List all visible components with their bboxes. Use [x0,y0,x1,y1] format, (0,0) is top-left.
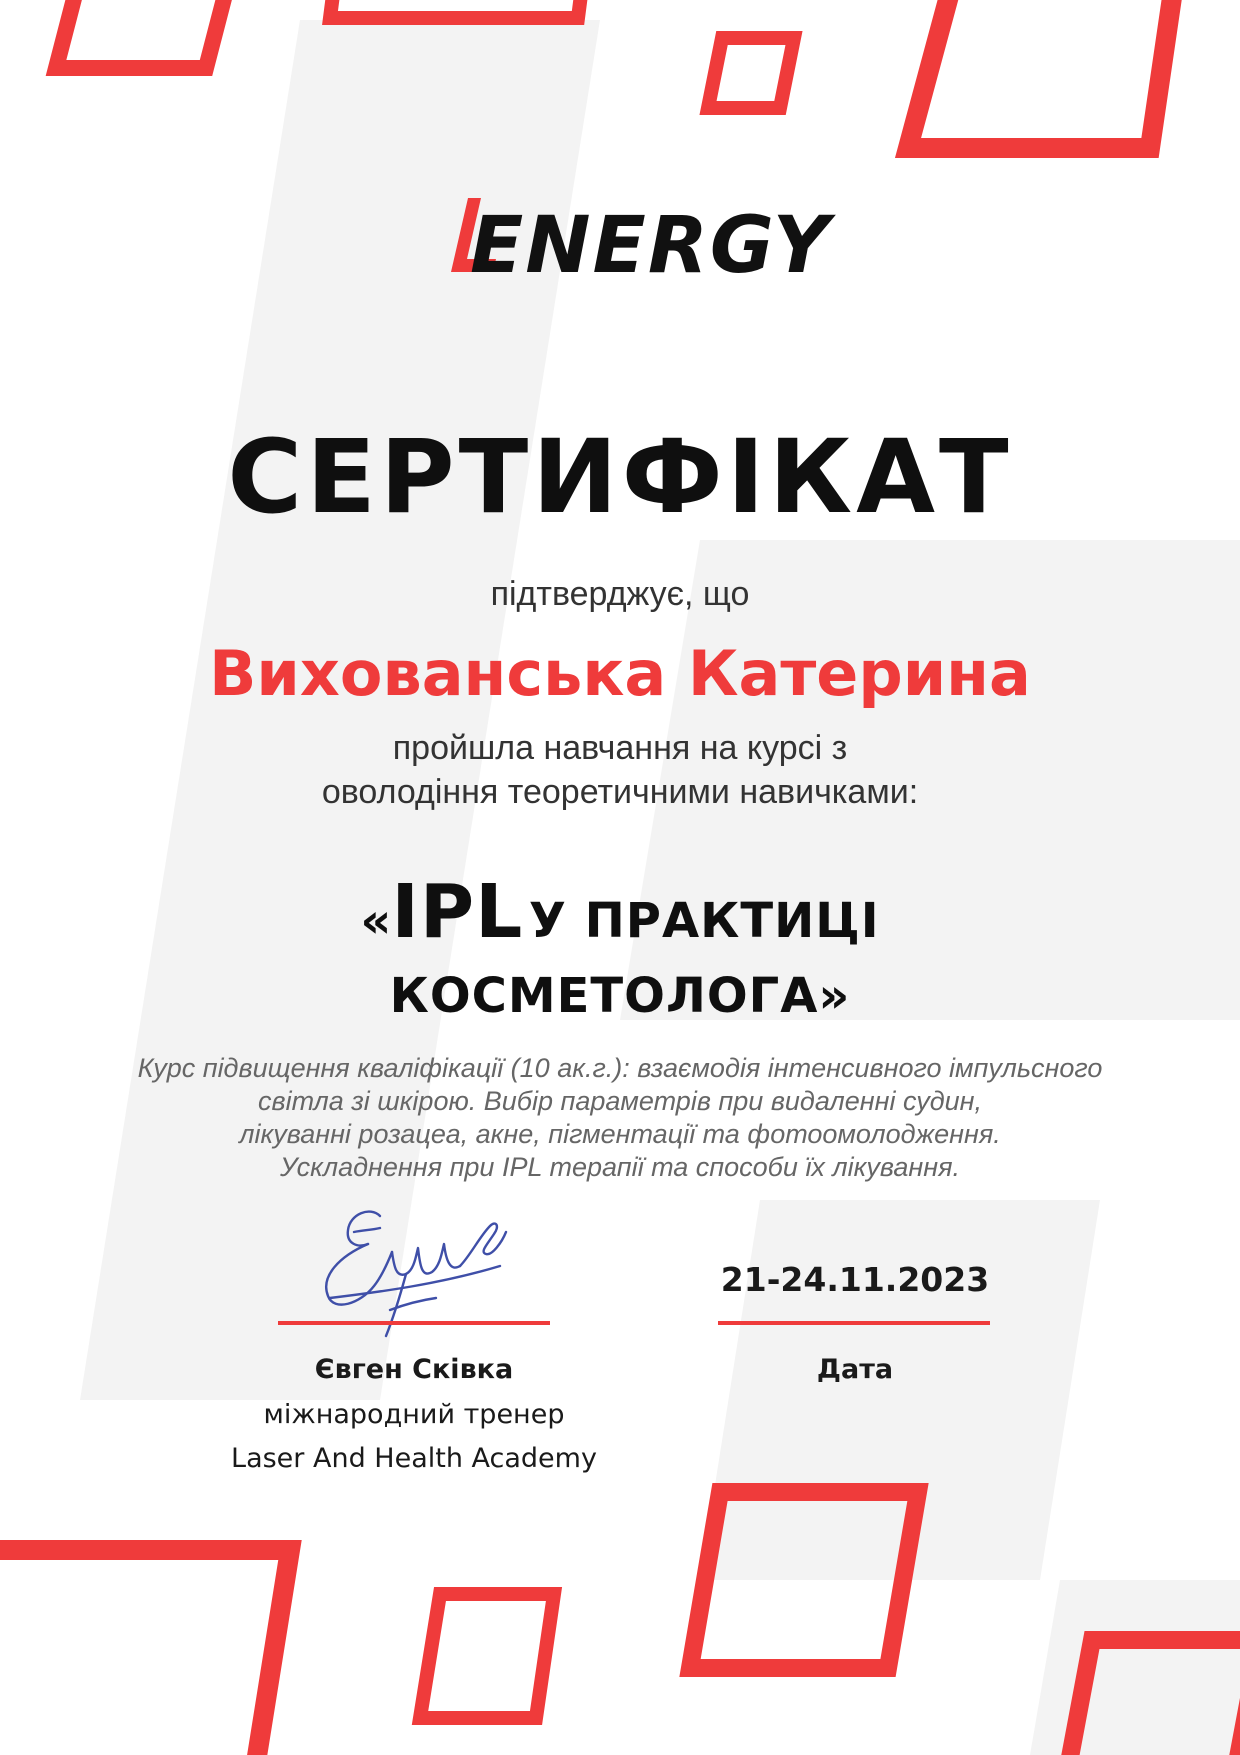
course-open-quote: « [360,893,392,949]
confirms-text: підтверджує, що [490,575,750,613]
red-frame-top-small [708,38,794,108]
completion-text-line-2: оволодіння теоретичними навичками: [321,773,919,811]
signature-line [278,1321,550,1325]
date-line [718,1321,990,1325]
signer-role: міжнародний тренер [263,1399,565,1430]
course-description-line: світла зі шкірою. Вибір параметрів при видаленні судин, [257,1086,983,1116]
completion-text-line-1: пройшла навчання на курсі з [392,729,848,767]
red-frame-top-center [330,0,588,18]
bg-gray-shape-bottom [700,1200,1100,1580]
course-title-line-1 [0,869,1240,972]
date-label: Дата [816,1354,894,1385]
bg-gray-shape-bottom-right [1030,1580,1240,1755]
red-frame-bottom-left [0,1550,290,1755]
red-frame-bottom-center-small [420,1594,554,1718]
energy-logo [450,196,832,300]
signer-organization: Laser And Health Academy [231,1443,597,1474]
course-description-line: Курс підвищення кваліфікації (10 ак.г.): взаємодія інтенсивного імпульсного [137,1053,1103,1083]
certificate-title: СЕРТИФІКАТ [227,418,1013,537]
recipient-name: Вихованська Катерина [209,637,1031,710]
course-description-line: Ускладнення при IPL терапії та способи їх лікування. [279,1152,961,1182]
red-frame-top-left [56,0,234,68]
course-abbreviation: IPL [391,869,524,955]
course-description-line: лікуванні розацеа, акне, пігментації та фотоомолодження. [239,1119,1001,1149]
date-value: 21-24.11.2023 [720,1260,990,1299]
signer-name: Євген Сківка [314,1354,514,1385]
course-title-line-2: КОСМЕТОЛОГА» [389,968,851,1024]
red-frame-top-right [908,0,1176,148]
course-title-rest: У ПРАКТИЦІ [528,893,880,949]
brand-name: ENERGY [470,201,832,291]
